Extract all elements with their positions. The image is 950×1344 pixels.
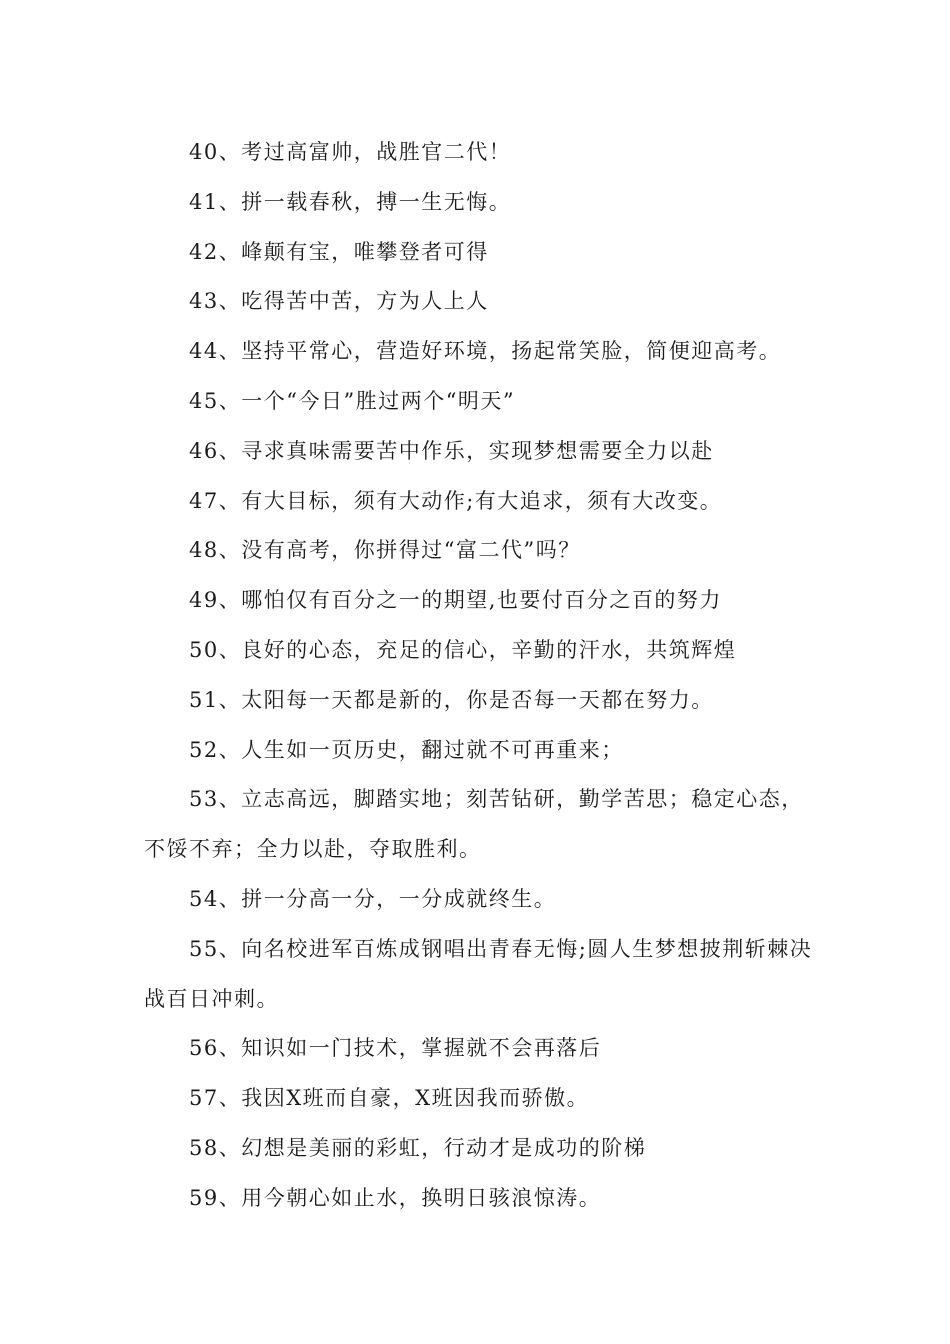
list-item: 52、人生如一页历史，翻过就不可再重来； [189,737,624,762]
list-item: 53、立志高远，脚踏实地；刻苦钻研，勤学苦思；稳定心态，不馁不弃；全力以赴，夺取胜利。 [144,787,804,862]
list-item: 47、有大目标，须有大动作;有大追求，须有大改变。 [189,488,723,513]
list-item: 49、哪怕仅有百分之一的期望,也要付百分之百的努力 [189,588,722,613]
list-item: 58、幻想是美丽的彩虹，行动才是成功的阶梯 [189,1135,647,1160]
list-item: 55、向名校进军百炼成钢唱出青春无悔;圆人生梦想披荆斩棘决战百日冲刺。 [144,936,813,1011]
list-item: 44、坚持平常心，营造好环境，扬起常笑脸，简便迎高考。 [189,339,782,364]
list-item: 57、我因X班而自豪，X班因我而骄傲。 [189,1086,590,1111]
list-item: 40、考过高富帅，战胜官二代！ [189,140,512,164]
list-item: 48、没有高考，你拼得过“富二代”吗？ [189,538,581,563]
list-item: 42、峰颠有宝，唯攀登者可得 [189,239,489,264]
slogan-list [144,128,814,1224]
list-item: 45、一个“今日”胜过两个“明天” [189,388,516,413]
list-item: 43、吃得苦中苦，方为人上人 [189,289,489,314]
list-item: 46、寻求真味需要苦中作乐，实现梦想需要全力以赴 [189,438,714,463]
list-item: 50、良好的心态，充足的信心，辛勤的汗水，共筑辉煌 [189,637,737,662]
list-item: 54、拼一分高一分，一分成就终生。 [189,886,557,911]
list-item: 59、用今朝心如止水，换明日骇浪惊涛。 [189,1185,602,1210]
list-item: 51、太阳每一天都是新的，你是否每一天都在努力。 [189,687,714,712]
list-item: 41、拼一载春秋，搏一生无悔。 [189,189,512,214]
list-item: 56、知识如一门技术，掌握就不会再落后 [189,1036,602,1061]
